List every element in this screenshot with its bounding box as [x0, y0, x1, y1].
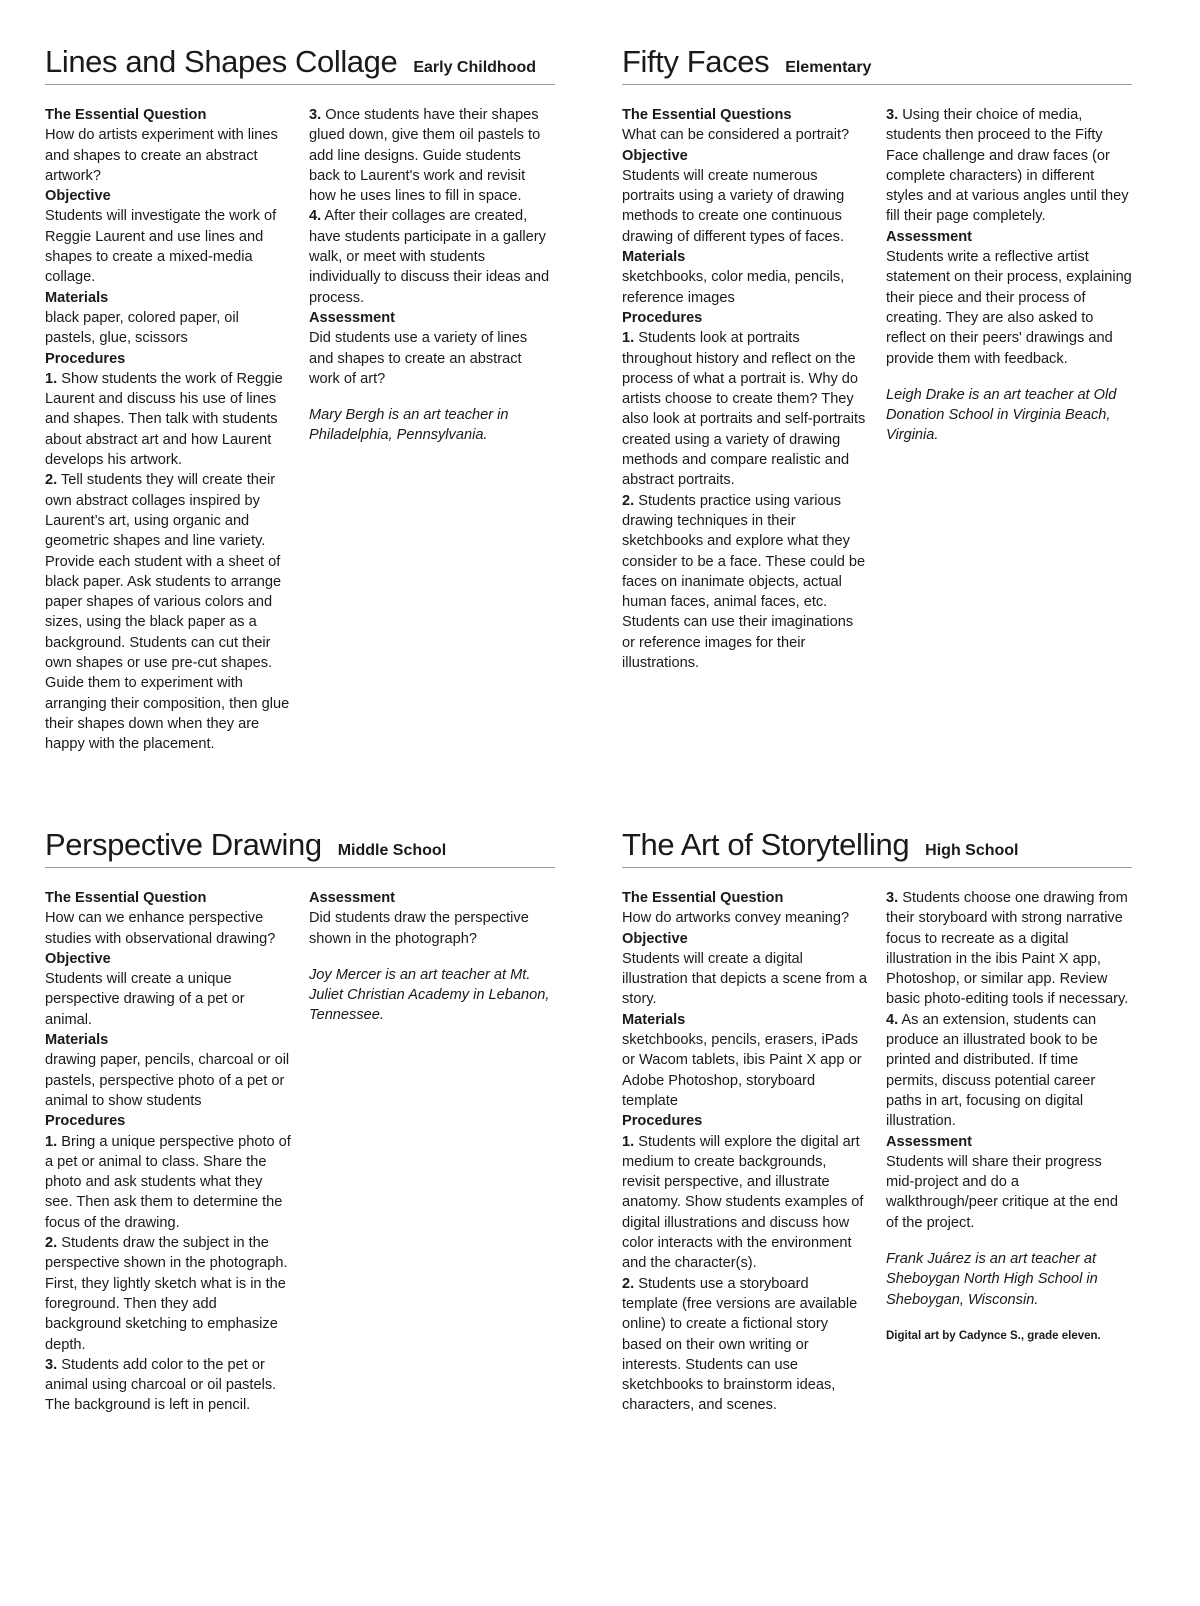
author-credit: Frank Juárez is an art teacher at Sheboygan North High School in Sheboygan, Wisconsin. [886, 1251, 1098, 1308]
objective-text: Students will create numerous portraits using a variety of drawing methods to create one continuous drawing of different types of faces. [622, 167, 845, 245]
column-left [622, 105, 868, 673]
lesson-header [45, 828, 555, 868]
assessment-text: Did students use a variety of lines and shapes to create an abstract work of art? [309, 330, 528, 387]
procedure-step [622, 1274, 868, 1416]
essential-question-text: How do artists experiment with lines and shapes to create an abstract artwork? [45, 127, 278, 184]
step-text: Students use a storyboard template (free versions are available online) to create a fictional story based on their own writing or interests. Students can use sketchbooks to brainstorm ideas, characters, and scenes. [622, 1275, 858, 1414]
author-credit: Leigh Drake is an art teacher at Old Donation School in Virginia Beach, Virginia. [886, 386, 1117, 444]
step-text: Once students have their shapes glued down, give them oil pastels to add line designs. Guide students back to Laurent's work and revisit how he uses lines to fill in space. [309, 107, 541, 205]
materials-text: sketchbooks, pencils, erasers, iPads or Wacom tablets, ibis Paint X app or Adobe Photoshop, storyboard template [622, 1032, 862, 1109]
procedure-step [309, 105, 555, 206]
lesson-title: Lines and Shapes Collage [45, 44, 398, 79]
objective-heading: Objective [45, 950, 111, 967]
procedure-step [309, 206, 555, 307]
materials-heading: Materials [45, 289, 109, 306]
author-credit: Joy Mercer is an art teacher at Mt. Juliet Christian Academy in Lebanon, Tennessee. [309, 966, 550, 1024]
column-left [45, 105, 291, 755]
step-number: 4. [886, 1011, 899, 1028]
essential-question-text: What can be considered a portrait? [622, 127, 850, 144]
lesson-header [622, 45, 1132, 85]
step-text: Show students the work of Reggie Laurent and discuss his use of lines and shapes. Then talk with students about abstract art and how Laurent develops his artwork. [45, 370, 283, 469]
step-number: 3. [45, 1356, 58, 1373]
column-left [45, 888, 291, 1416]
step-number: 4. [309, 208, 322, 225]
step-number: 3. [886, 890, 899, 906]
procedure-step [886, 105, 1132, 227]
assessment-text: Did students draw the perspective shown in the photograph? [309, 910, 529, 947]
essential-question-heading: The Essential Question [45, 890, 207, 906]
procedure-step [622, 1132, 868, 1274]
column-left [622, 888, 868, 1416]
essential-question-heading: The Essential Questions [622, 107, 792, 123]
step-number: 2. [45, 1235, 58, 1252]
lesson-title: Perspective Drawing [45, 827, 322, 862]
procedure-step [45, 1233, 291, 1355]
materials-text: sketchbooks, color media, pencils, reference images [622, 269, 845, 306]
step-text: As an extension, students can produce an illustrated book to be printed and distributed. If time permits, discuss potential career paths in art, focusing on digital illustration. [886, 1011, 1098, 1130]
lesson-header [45, 45, 555, 85]
materials-heading: Materials [622, 1011, 686, 1028]
step-text: Students draw the subject in the perspective shown in the photograph. First, they lightly sketch what is in the foreground. Then they add background sketching to emphasize depth. [45, 1235, 288, 1353]
materials-heading: Materials [622, 249, 686, 266]
lesson-header [622, 828, 1132, 868]
column-right [309, 888, 555, 1416]
step-number: 1. [45, 1133, 58, 1150]
procedure-step [886, 888, 1132, 1010]
procedure-step [45, 1355, 291, 1416]
essential-question-heading: The Essential Question [45, 107, 207, 123]
essential-question-text: How do artworks convey meaning? [622, 910, 850, 927]
assessment-heading: Assessment [886, 228, 972, 245]
objective-text: Students will investigate the work of Reggie Laurent and use lines and shapes to create a mixed-media collage. [45, 208, 277, 286]
step-text: Students choose one drawing from their storyboard with strong narrative focus to recreate as a digital illustration in the ibis Paint X app, Photoshop, or similar app. Review basic photo-editing tools if necessary. [886, 890, 1129, 1008]
lesson-title: Fifty Faces [622, 44, 770, 79]
column-right [309, 105, 555, 755]
procedure-step [622, 491, 868, 674]
materials-text: drawing paper, pencils, charcoal or oil pastels, perspective photo of a pet or animal to show students [45, 1052, 290, 1109]
procedures-heading: Procedures [622, 1113, 703, 1130]
lesson-fifty-faces [622, 45, 1132, 673]
step-text: Students will explore the digital art medium to create backgrounds, revisit perspective, and illustrate anatomy. Show students examples of digital illustrations and discuss how color interacts with the environment and the character(s). [622, 1133, 864, 1272]
procedure-step [45, 1132, 291, 1233]
procedures-heading: Procedures [45, 350, 126, 367]
art-credit: Digital art by Cadynce S., grade eleven. [886, 1329, 1101, 1342]
procedure-step [622, 328, 868, 490]
materials-heading: Materials [45, 1032, 109, 1049]
step-text: Students practice using various drawing techniques in their sketchbooks and explore what they consider to be a face. These could be faces on inanimate objects, actual human faces, animal faces, etc. Students can use their imaginations or reference images for their illustrations. [622, 492, 866, 672]
assessment-heading: Assessment [309, 890, 395, 906]
essential-question-heading: The Essential Question [622, 890, 784, 906]
step-number: 1. [622, 330, 635, 347]
step-text: Students look at portraits throughout history and reflect on the process of what a portrait is. Why do artists choose to create them? They also look at portraits and self-portraits created using a variety of drawing methods and compare realistic and abstract portraits. [622, 330, 866, 489]
procedures-heading: Procedures [622, 309, 703, 326]
lesson-perspective-drawing [45, 828, 555, 1416]
procedures-heading: Procedures [45, 1113, 126, 1130]
essential-question-text: How can we enhance perspective studies with observational drawing? [45, 910, 276, 947]
step-text: Using their choice of media, students then proceed to the Fifty Face challenge and draw faces (or complete characters) in different styles and at various angles until they fill their page completely. [886, 107, 1129, 225]
step-number: 2. [622, 492, 635, 509]
assessment-heading: Assessment [886, 1133, 972, 1150]
grade-level-label: High School [925, 842, 1019, 859]
lesson-title: The Art of Storytelling [622, 827, 910, 862]
step-number: 2. [622, 1275, 635, 1292]
procedure-step [886, 1010, 1132, 1132]
assessment-text: Students will share their progress mid-project and do a walkthrough/peer critique at the end of the project. [886, 1153, 1119, 1231]
lesson-lines-and-shapes-collage [45, 45, 555, 755]
step-number: 1. [45, 370, 58, 387]
lesson-the-art-of-storytelling [622, 828, 1132, 1416]
step-number: 3. [886, 107, 899, 123]
step-number: 1. [622, 1133, 635, 1150]
procedure-step [45, 369, 291, 470]
grade-level-label: Early Childhood [413, 59, 537, 76]
grade-level-label: Elementary [785, 59, 872, 76]
objective-text: Students will create a digital illustration that depicts a scene from a story. [622, 950, 867, 1008]
step-number: 2. [45, 472, 58, 489]
objective-heading: Objective [622, 147, 688, 164]
objective-heading: Objective [622, 930, 688, 947]
assessment-text: Students write a reflective artist statement on their process, explaining their piece and their process of creating. They are also asked to reflect on their peers' drawings and provide them with feedback. [886, 249, 1132, 367]
column-right [886, 888, 1132, 1416]
step-text: Bring a unique perspective photo of a pet or animal to class. Share the photo and ask students what they see. Then ask them to determine the focus of the drawing. [45, 1133, 291, 1231]
step-text: Students add color to the pet or animal using charcoal or oil pastels. The background is left in pencil. [45, 1356, 277, 1414]
author-credit: Mary Bergh is an art teacher in Philadelphia, Pennsylvania. [309, 407, 509, 444]
procedure-step [45, 470, 291, 754]
objective-heading: Objective [45, 188, 111, 205]
materials-text: black paper, colored paper, oil pastels, glue, scissors [45, 309, 239, 347]
assessment-heading: Assessment [309, 309, 395, 326]
step-text: After their collages are created, have students participate in a gallery walk, or meet with students individually to discuss their ideas and process. [309, 208, 550, 306]
step-text: Tell students they will create their own abstract collages inspired by Laurent’s art, using organic and geometric shapes and line variety. Provide each student with a sheet of black paper. Ask students to arrange paper shapes of various colors and sizes, using the black paper as a background. Students can cut their own shapes or use pre-cut shapes. Guide them to experiment with arranging their composition, then glue their shapes down when they are happy with the placement. [45, 472, 290, 753]
grade-level-label: Middle School [337, 842, 447, 859]
objective-text: Students will create a unique perspective drawing of a pet or animal. [45, 971, 245, 1028]
column-right [886, 105, 1132, 673]
step-number: 3. [309, 107, 322, 123]
